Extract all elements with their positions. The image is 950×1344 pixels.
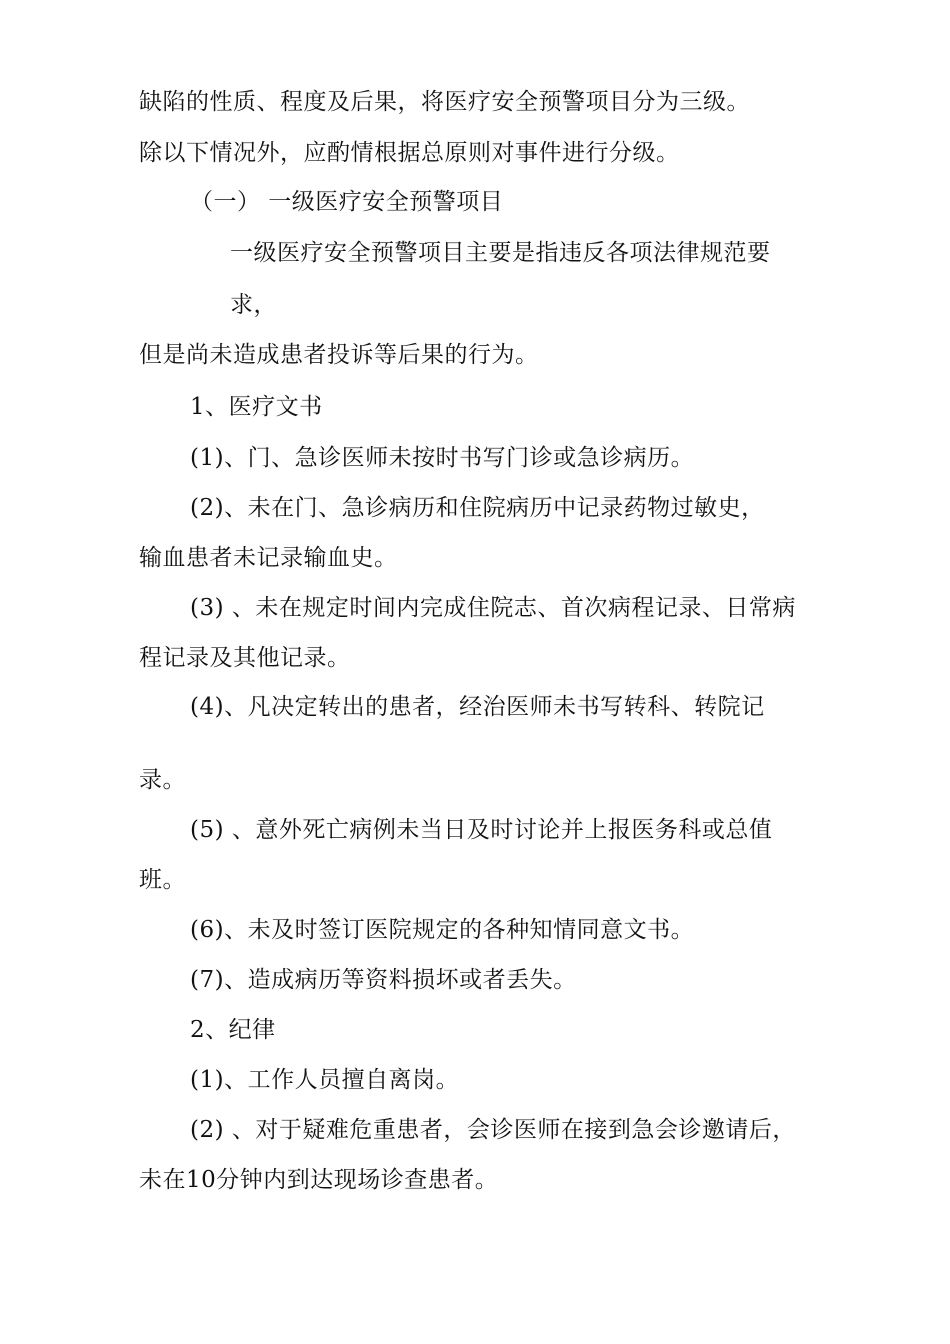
item-1-4: (4)、凡决定转出的患者，经治医师未书写转科、转院记: [190, 694, 765, 720]
text-line-4: 一级医疗安全预警项目主要是指违反各项法律规范要: [230, 240, 771, 266]
item-1-6: (6)、未及时签订医院规定的各种知情同意文书。: [190, 917, 695, 943]
item-2-2: (2) 、对于疑难危重患者，会诊医师在接到急会诊邀请后，: [190, 1117, 796, 1143]
text-line-2: 除以下情况外，应酌情根据总原则对事件进行分级。: [139, 140, 680, 166]
item-1-5: (5) 、意外死亡病例未当日及时讨论并上报医务科或总值: [190, 817, 773, 843]
item-1-1: (1)、门、急诊医师未按时书写门诊或急诊病历。: [190, 445, 695, 471]
text-line-5: 求，: [230, 292, 277, 318]
item-1-3-cont: 程记录及其他记录。: [139, 645, 351, 671]
item-1-7: (7)、造成病历等资料损坏或者丢失。: [190, 967, 577, 993]
text-line-6: 但是尚未造成患者投诉等后果的行为。: [139, 342, 539, 368]
text-line-1: 缺陷的性质、程度及后果，将医疗安全预警项目分为三级。: [139, 89, 750, 115]
item-1-2-cont: 输血患者未记录输血史。: [139, 545, 398, 571]
item-1-3: (3) 、未在规定时间内完成住院志、首次病程记录、日常病: [190, 595, 796, 621]
item-1-5-cont: 班。: [139, 867, 186, 893]
subheading-discipline: 2、纪律: [190, 1017, 276, 1043]
item-2-2-cont: 未在10分钟内到达现场诊查患者。: [139, 1167, 499, 1193]
item-1-4-cont: 录。: [139, 767, 186, 793]
item-1-2: (2)、未在门、急诊病历和住院病历中记录药物过敏史，: [190, 495, 765, 521]
section-heading: （一） 一级医疗安全预警项目: [190, 189, 504, 215]
subheading-medical-documents: 1、医疗文书: [190, 394, 323, 420]
item-2-1: (1)、工作人员擅自离岗。: [190, 1067, 460, 1093]
